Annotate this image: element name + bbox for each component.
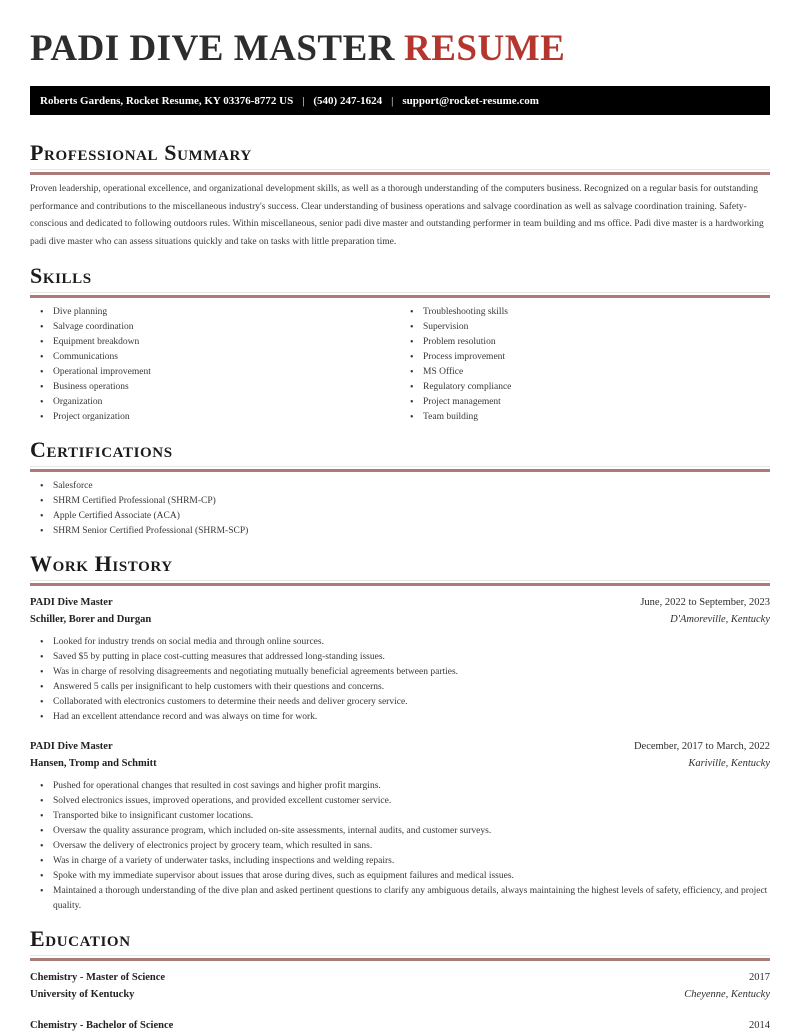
- job-title: PADI Dive Master: [30, 741, 113, 752]
- education-location: Cheyenne, Kentucky: [684, 989, 770, 1000]
- section-divider: [30, 466, 770, 472]
- job-bullet: • Was in charge of a variety of underwater tasks, including inspections and welding repairs.: [30, 854, 770, 869]
- section-divider: [30, 169, 770, 175]
- section-professional-summary: [30, 140, 770, 251]
- skill-item: • Business operations: [30, 380, 400, 395]
- education-school: University of Kentucky: [30, 989, 135, 1000]
- job-title-row: [30, 738, 770, 755]
- work-history-heading: Work History: [30, 551, 173, 576]
- skills-list-right: [400, 305, 770, 425]
- certification-item: • SHRM Certified Professional (SHRM-CP): [30, 494, 770, 509]
- skill-item: • Project organization: [30, 410, 400, 425]
- job-location: D'Amoreville, Kentucky: [670, 614, 770, 625]
- job-company: Schiller, Borer and Durgan: [30, 614, 152, 625]
- certifications-list: [30, 479, 770, 539]
- skills-columns: [30, 298, 770, 425]
- certifications-heading: Certifications: [30, 437, 173, 462]
- job-title: PADI Dive Master: [30, 597, 113, 608]
- job-bullet: • Pushed for operational changes that resulted in cost savings and higher profit margins.: [30, 779, 770, 794]
- section-certifications: [30, 437, 770, 539]
- job-bullet: • Transported bike to insignificant customer locations.: [30, 809, 770, 824]
- contact-address: Roberts Gardens, Rocket Resume, KY 03376-8772 US: [40, 94, 294, 107]
- job-company: Hansen, Tromp and Schmitt: [30, 758, 157, 769]
- job-bullet: • Was in charge of resolving disagreements and negotiating mutually beneficial agreements between parties.: [30, 665, 770, 680]
- job-bullet: • Solved electronics issues, improved operations, and provided excellent customer service.: [30, 794, 770, 809]
- skills-heading: Skills: [30, 263, 92, 288]
- education-school-row: [30, 986, 770, 1003]
- section-education: [30, 926, 770, 1034]
- job-title-row: [30, 594, 770, 611]
- education-entry: [30, 969, 770, 1003]
- section-divider: [30, 955, 770, 961]
- skill-item: • Salvage coordination: [30, 320, 400, 335]
- education-year: 2014: [749, 1020, 770, 1031]
- job-bullet: • Had an excellent attendance record and was always on time for work.: [30, 710, 770, 725]
- job-dates: December, 2017 to March, 2022: [633, 741, 770, 752]
- skill-item: • Operational improvement: [30, 365, 400, 380]
- skill-item: • Troubleshooting skills: [400, 305, 770, 320]
- section-skills: [30, 263, 770, 425]
- section-divider: [30, 580, 770, 586]
- job-bullet: • Oversaw the delivery of electronics project by grocery team, which resulted in sans.: [30, 839, 770, 854]
- job-bullet: • Maintained a thorough understanding of the dive plan and asked pertinent questions to clarify any ambiguous details, always maintaining the highest levels of safety, efficiency, and project quality.: [30, 884, 770, 914]
- job-bullet: • Spoke with my immediate supervisor about issues that arose during dives, such as equipment failures and medical issues.: [30, 869, 770, 884]
- skill-item: • Organization: [30, 395, 400, 410]
- summary-text: Proven leadership, operational excellence, and organizational development skills, as well as a thorough understanding of the computers business. Recognized on a regular basis for outstanding performance and contributions to the miscellaneous industry's success. Clear understanding of business operations and salvage coordination as well as salvage coordination training. Safety-conscious and dedicated to following outdoors rules. Within miscellaneous, senior padi dive master and outstanding performer in team building and ms office. Padi dive master is a hardworking padi dive master who can assess situations quickly and take on tasks with little preparation time.: [30, 184, 764, 247]
- job-bullet: • Collaborated with electronics customers to determine their needs and deliver grocery service.: [30, 695, 770, 710]
- job-bullet: • Looked for industry trends on social media and through online sources.: [30, 635, 770, 650]
- contact-phone: (540) 247-1624: [313, 94, 383, 107]
- education-degree: Chemistry - Master of Science: [30, 972, 166, 983]
- education-heading: Education: [30, 926, 131, 951]
- skill-item: • Supervision: [400, 320, 770, 335]
- skill-item: • Problem resolution: [400, 335, 770, 350]
- skill-item: • Regulatory compliance: [400, 380, 770, 395]
- certification-item: • SHRM Senior Certified Professional (SHRM-SCP): [30, 524, 770, 539]
- job-bullet-list: [30, 635, 770, 725]
- section-work-history: [30, 551, 770, 914]
- certification-item: • Apple Certified Associate (ACA): [30, 509, 770, 524]
- contact-bar: [30, 86, 770, 115]
- job-dates: June, 2022 to September, 2023: [640, 597, 770, 608]
- contact-email: support@rocket-resume.com: [402, 94, 539, 107]
- skill-item: • Process improvement: [400, 350, 770, 365]
- page-title: [30, 29, 770, 69]
- section-divider-accent: [30, 469, 770, 472]
- job-location: Kariville, Kentucky: [688, 758, 770, 769]
- contact-separator: |: [391, 94, 394, 107]
- job-bullet: • Answered 5 calls per insignificant to help customers with their questions and concerns.: [30, 680, 770, 695]
- job-entry: [30, 594, 770, 725]
- section-divider-accent: [30, 172, 770, 175]
- education-degree-row: [30, 1017, 770, 1034]
- title-main: PADI DIVE MASTER: [30, 28, 396, 69]
- summary-heading: Professional Summary: [30, 140, 252, 165]
- skills-list-left: [30, 305, 400, 425]
- job-bullet: • Saved $5 by putting in place cost-cutting measures that addressed long-standing issues.: [30, 650, 770, 665]
- skill-item: • Communications: [30, 350, 400, 365]
- skill-item: • Project management: [400, 395, 770, 410]
- skill-item: • Dive planning: [30, 305, 400, 320]
- title-accent: RESUME: [404, 28, 566, 69]
- education-degree: Chemistry - Bachelor of Science: [30, 1020, 174, 1031]
- contact-separator: |: [302, 94, 305, 107]
- education-year: 2017: [749, 972, 770, 983]
- job-entry: [30, 738, 770, 914]
- job-company-row: [30, 611, 770, 628]
- education-degree-row: [30, 969, 770, 986]
- section-divider-accent: [30, 958, 770, 961]
- certification-item: • Salesforce: [30, 479, 770, 494]
- job-company-row: [30, 755, 770, 772]
- section-divider-accent: [30, 583, 770, 586]
- education-entry: [30, 1017, 770, 1034]
- skill-item: • Team building: [400, 410, 770, 425]
- job-bullet-list: [30, 779, 770, 914]
- skill-item: • Equipment breakdown: [30, 335, 400, 350]
- skill-item: • MS Office: [400, 365, 770, 380]
- job-bullet: • Oversaw the quality assurance program, which included on-site assessments, internal audits, and customer surveys.: [30, 824, 770, 839]
